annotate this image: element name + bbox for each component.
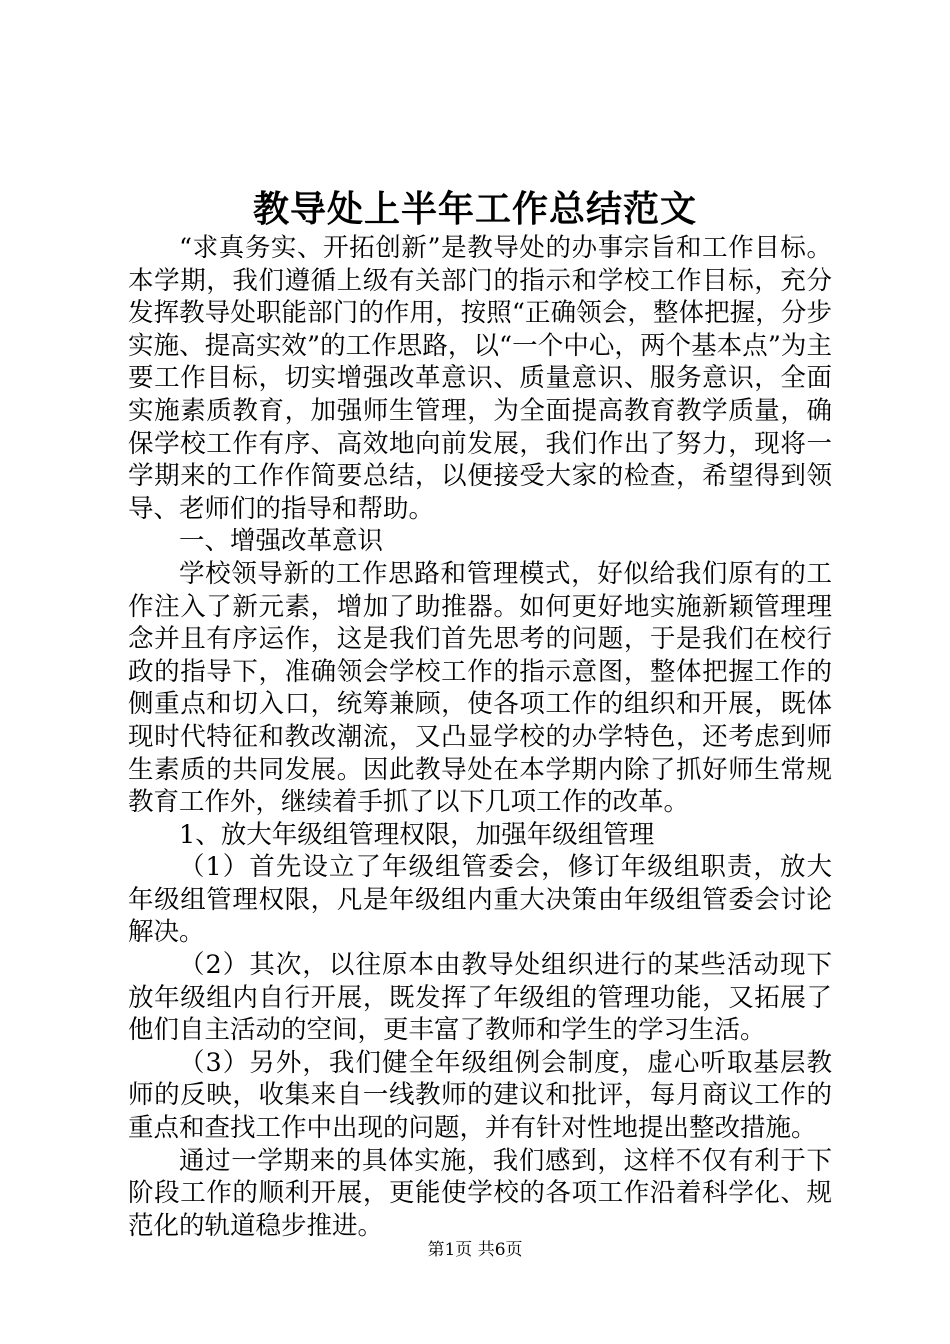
subsection-heading-1: 1、放大年级组管理权限，加强年级组管理 — [179, 819, 655, 850]
paragraph-conclusion: 通过一学期来的具体实施，我们感到，这样不仅有利于下阶段工作的顺利开展，更能使学校的各项工作沿着科学化、规范化的轨道稳步推进。 — [128, 1145, 832, 1241]
paragraph-item-2: （2）其次，以往原本由教导处组织进行的某些活动现下放年级组内自行开展，既发挥了年级组的管理功能，又拓展了他们自主活动的空间，更丰富了教师和学生的学习生活。 — [128, 950, 832, 1046]
paragraph-item-3: （3）另外，我们健全年级组例会制度，虚心听取基层教师的反映，收集来自一线教师的建议和批评，每月商议工作的重点和查找工作中出现的问题，并有针对性地提出整改措施。 — [128, 1047, 832, 1144]
document-body — [128, 232, 832, 1242]
section-heading-1: 一、增强改革意识 — [179, 526, 384, 557]
paragraph-intro: “求真务实、开拓创新”是教导处的办事宗旨和工作目标。本学期，我们遵循上级有关部门的指示和学校工作目标，充分发挥教导处职能部门的作用，按照“正确领会，整体把握，分步实施、提高实效”的工作思路，以“一个中心，两个基本点”为主要工作目标，切实增强改革意识、质量意识、服务意识，全面实施素质教育，加强师生管理，为全面提高教育教学质量，确保学校工作有序、高效地向前发展，我们作出了努力，现将一学期来的工作作简要总结，以便接受大家的检查，希望得到领导、老师们的指导和帮助。 — [128, 233, 832, 524]
document-title: 教导处上半年工作总结范文 — [252, 188, 697, 230]
paragraph-item-1: （1）首先设立了年级组管委会，修订年级组职责，放大年级组管理权限，凡是年级组内重大决策由年级组管委会讨论解决。 — [128, 852, 832, 948]
paragraph-section-1: 学校领导新的工作思路和管理模式，好似给我们原有的工作注入了新元素，增加了助推器。如何更好地实施新颖管理理念并且有序运作，这是我们首先思考的问题，于是我们在校行政的指导下，准确领会学校工作的指示意图，整体把握工作的侧重点和切入口，统筹兼顾，使各项工作的组织和开展，既体现时代特征和教改潮流，又凸显学校的办学特色，还考虑到师生素质的共同发展。因此教导处在本学期内除了抓好师生常规教育工作外，继续着手抓了以下几项工作的改革。 — [128, 558, 832, 818]
page-number-footer: 第1页 共6页 — [427, 1240, 523, 1260]
